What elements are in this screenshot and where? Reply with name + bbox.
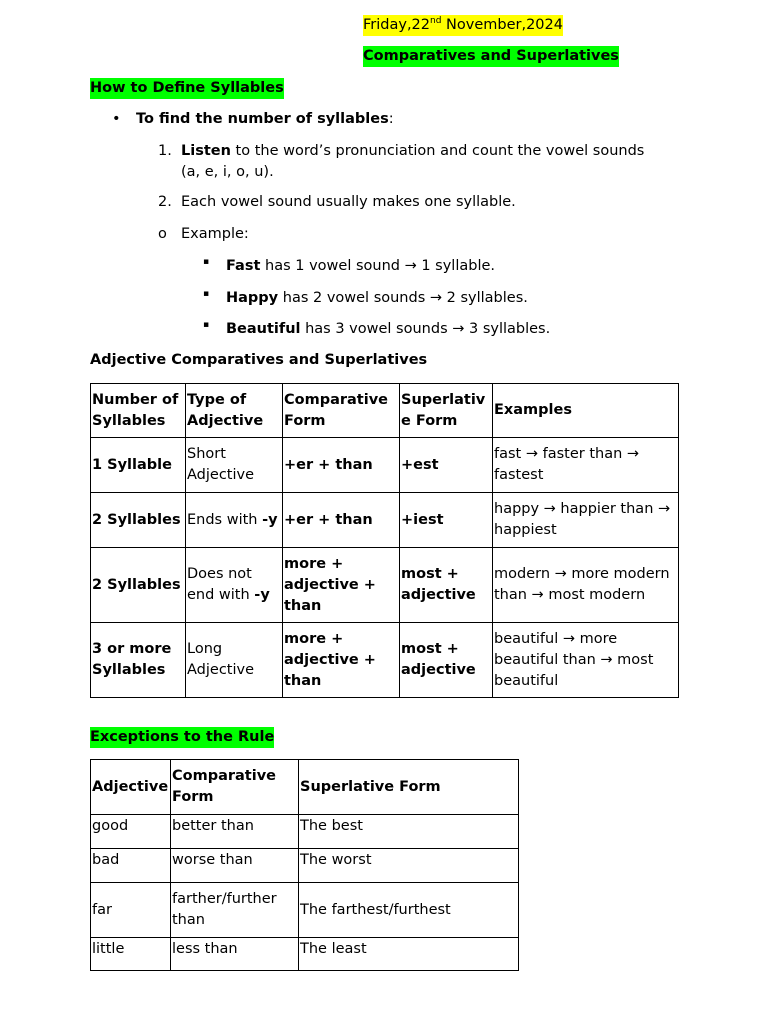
example-label: Example:: [181, 226, 249, 242]
step-number-2: 2.: [158, 194, 172, 210]
table-row: [91, 883, 519, 938]
table-row: [91, 493, 679, 548]
table-row: [91, 623, 679, 698]
adjective-cell: bad: [91, 849, 171, 883]
type-cell: Long Adjective: [186, 623, 283, 698]
table-row: [91, 849, 519, 883]
adjective-cell: good: [91, 815, 171, 849]
table-row: [91, 548, 679, 623]
step-1: Listen to the word’s pronunciation and count the vowel sounds (a, e, i, o, u).: [181, 143, 645, 181]
table-row: [91, 438, 679, 493]
page-title: Comparatives and Superlatives: [363, 46, 619, 67]
superlative-cell: most + adjective: [400, 548, 493, 623]
example-cell: modern → more modern than → most modern: [493, 548, 679, 623]
comparative-cell: more + adjective + than: [283, 623, 400, 698]
comparative-cell: +er + than: [283, 493, 400, 548]
square-bullet: ▪: [203, 257, 210, 267]
comparative-cell: better than: [171, 815, 299, 849]
header-cell: Type of Adjective: [186, 384, 283, 438]
header-cell: Superlative Form: [299, 760, 519, 815]
step-number-1: 1.: [158, 143, 172, 159]
superlative-cell: The worst: [299, 849, 519, 883]
header-cell: Superlative Form: [400, 384, 493, 438]
table-header-row: [91, 760, 519, 815]
superlative-cell: The farthest/furthest: [299, 883, 519, 938]
comparative-cell: worse than: [171, 849, 299, 883]
example-item: Fast has 1 vowel sound → 1 syllable.: [226, 258, 496, 274]
comparative-cell: more + adjective + than: [283, 548, 400, 623]
superlative-cell: The best: [299, 815, 519, 849]
sub-bullet-o: o: [158, 226, 167, 242]
syllable-cell: 3 or more Syllables: [91, 623, 186, 698]
example-item: Happy has 2 vowel sounds → 2 syllables.: [226, 290, 528, 306]
superlative-cell: +est: [400, 438, 493, 493]
superlative-cell: The least: [299, 938, 519, 971]
syllable-cell: 2 Syllables: [91, 548, 186, 623]
square-bullet: ▪: [203, 320, 210, 330]
table-row: [91, 815, 519, 849]
step-2: Each vowel sound usually makes one syllable.: [181, 194, 516, 210]
adjective-cell: little: [91, 938, 171, 971]
type-cell: Ends with -y: [186, 493, 283, 548]
type-cell: Does not end with -y: [186, 548, 283, 623]
header-cell: Number of Syllables: [91, 384, 186, 438]
adjective-table: [90, 383, 679, 698]
header-cell: Examples: [493, 384, 679, 438]
syllable-cell: 2 Syllables: [91, 493, 186, 548]
syllable-cell: 1 Syllable: [91, 438, 186, 493]
adjective-cell: far: [91, 883, 171, 938]
date-line: Friday,22nd November,2024: [363, 15, 563, 36]
table-row: [91, 938, 519, 971]
comparative-cell: less than: [171, 938, 299, 971]
square-bullet: ▪: [203, 289, 210, 299]
header-cell: Adjective: [91, 760, 171, 815]
comparative-cell: farther/further than: [171, 883, 299, 938]
exceptions-heading: Exceptions to the Rule: [90, 727, 274, 748]
header-cell: Comparative Form: [171, 760, 299, 815]
superlative-cell: +iest: [400, 493, 493, 548]
example-item: Beautiful has 3 vowel sounds → 3 syllables.: [226, 321, 551, 337]
example-cell: happy → happier than → happiest: [493, 493, 679, 548]
exceptions-table: [90, 759, 519, 971]
bullet-find-syllables: To find the number of syllables:: [136, 111, 394, 127]
example-cell: fast → faster than → fastest: [493, 438, 679, 493]
type-cell: Short Adjective: [186, 438, 283, 493]
comparative-cell: +er + than: [283, 438, 400, 493]
syllables-heading: How to Define Syllables: [90, 78, 284, 99]
table-header-row: [91, 384, 679, 438]
header-cell: Comparative Form: [283, 384, 400, 438]
bullet-dot: •: [112, 111, 121, 127]
superlative-cell: most + adjective: [400, 623, 493, 698]
example-cell: beautiful → more beautiful than → most beautiful: [493, 623, 679, 698]
adjective-table-heading: Adjective Comparatives and Superlatives: [90, 352, 428, 368]
